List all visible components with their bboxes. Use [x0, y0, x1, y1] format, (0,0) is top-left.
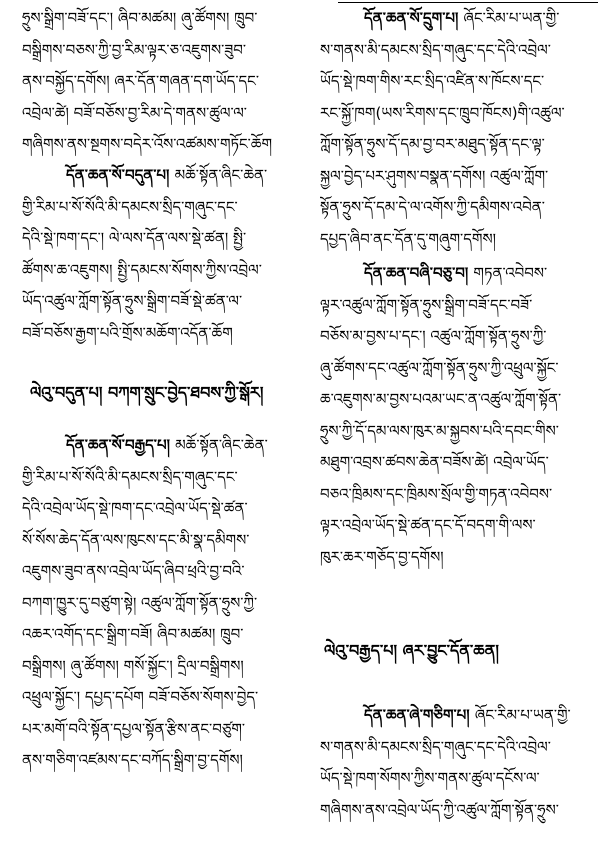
- article-37-line: བཟོ་བཅོས་རྒྱག་པའི་གྲོས་མཆོག་འདོན་ཆོག: [22, 323, 233, 342]
- article-36-line: ས་གནས་མི་དམངས་སྲིད་གཞུང་དང་དེའི་འབྲེལ་: [320, 40, 551, 59]
- article-36-line: དོན་ཆན་སོ་དྲུག་པ། ཞོང་རིམ་པ་ཡན་གྱི་: [364, 9, 560, 27]
- article-38-line: གྱི་རིམ་པ་སོ་སོའི་མི་དམངས་སྲིད་གཞུང་དང་: [22, 467, 238, 486]
- paragraph-line: གཞིགས་ནས་སྔགས་བདེར་འོས་འཚམས་གཏོང་ཆོག: [22, 135, 273, 153]
- article-39-line: ཧྲུས་ཀྱི་དོ་དམ་ལས་ཁུར་མ་སྐྱབས་པའི་དབང་གིས་: [320, 421, 559, 440]
- paragraph-line: བསྒྲིགས་བཅས་ཀྱི་བྱ་རིམ་ལྟར་ཅ་འཇུགས་ཟུབ་: [22, 40, 246, 59]
- article-37-line: དེའི་སྡེ་ཁག་དང་། ལེ་ལས་དོན་ལས་སྡེ་ཚན། སྤྱི་: [22, 229, 247, 247]
- article-39-line: ཆ་འཇུགས་མ་བྱས་པའམ་ཡང་ན་འཚུལ་ཀློག་སྟོན་: [320, 390, 562, 408]
- section-title: དོན་ཆན་བཞི་བཅུ་བ།: [364, 264, 474, 282]
- article-38-line: བཀག་ཁྱུར་དུ་བཙུག་སྟེ། འཚུལ་ཀློག་སྟོན་ཧྲུས་ཀྱི་: [22, 593, 258, 612]
- article-38-line: ནས་གཅིག་འཛམས་དང་བཀོད་སྒྲིག་བྱ་དགོས།: [22, 751, 243, 769]
- article-37-line: གྱི་རིམ་པ་སོ་སོའི་མི་དམངས་སྲིད་གཞུང་དང་: [22, 197, 238, 216]
- article-41-line: གཞིགས་ནས་འབྲེལ་ཡོད་ཀྱི་འཚུལ་ཀློག་སྟོན་ཧྲུས་: [320, 800, 559, 819]
- article-36-line: དཔྱད་ཞིབ་ནང་དོན་དུ་གཞུག་དགོས།: [320, 229, 496, 248]
- article-36-line: རང་སྐྱོ་ཁག(ཡས་རིགས་དང་ཁྲུབ་ཁོངས)གི་འཚུལ་: [320, 103, 565, 122]
- article-38-line: སོ་སོས་ཆེད་དོན་ལས་ཁུངས་དང་མི་སྣ་དམིགས་: [22, 530, 250, 549]
- article-39-line: མཐུག་འབྲས་ཚབས་ཆེན་བཟོས་ཚེ། འབྲེལ་ཡོད་: [320, 453, 549, 471]
- article-38-line: དོན་ཆན་སོ་བརྒྱད་པ། མཆོ་སྟོན་ཞིང་ཆེན་: [66, 436, 268, 454]
- article-39-line: དོན་ཆན་བཞི་བཅུ་བ། གཏན་འབེབས་: [364, 264, 548, 282]
- article-41-line: ཡོད་སྡེ་ཁག་སོགས་ཀྱིས་གནས་ཚུལ་དངོས་ལ་: [320, 769, 540, 787]
- article-37-line: ཚོགས་ཆ་འཇུགས། སྤྱི་དམངས་སོགས་ཀྱིས་འབྲེལ་: [22, 260, 262, 279]
- article-41-line: ས་གནས་མི་དམངས་སྲིད་གཞུང་དང་དེའི་འབྲེལ་: [320, 737, 551, 756]
- article-36-line: སྐྱལ་བྱེད་པར་ཤུགས་བསྣན་དགོས། འཚུལ་ཀློག་: [320, 166, 549, 185]
- article-39-line: ལྟར་འཚུལ་ཀློག་སྟོན་ཧྲུས་སྒྲིག་བཟོ་དང་བཟོ་: [320, 295, 533, 314]
- article-39-line: ཞུ་ཚོགས་དང་འཚུལ་ཀློག་སྟོན་ཧྲུས་ཀྱི་འཕྲུལ་སྐྱོང་: [320, 358, 559, 377]
- paragraph-line: ཧྲུས་སྒྲིག་བཟོ་དང་། ཞིབ་མཚམ། ཞུ་ཚོགས། ཁྲུབ་: [22, 9, 258, 27]
- article-37-line: ཡོད་འཚུལ་ཀློག་སྟོན་ཧྲུས་སྒྲིག་བཟོ་སྡེ་ཚན་ལ་: [22, 292, 243, 310]
- article-36-line: ཀློག་སྟོན་ཧྲུས་དོ་དམ་བྱ་བར་མཐུད་སྟོན་དང་ལྟ་: [320, 135, 545, 153]
- article-41-line: དོན་ཆན་ཞེ་གཅིག་པ། ཞོང་རིམ་པ་ཡན་གྱི་: [364, 706, 571, 724]
- article-38-line: དེའི་འབྲེལ་ཡོད་སྡེ་ཁག་དང་འབྲེལ་ཡོད་སྡེ་ཚན་: [22, 499, 248, 517]
- section-title: དོན་ཆན་སོ་དྲུག་པ།: [364, 9, 464, 27]
- section-title: དོན་ཆན་ཞེ་གཅིག་པ།: [364, 706, 475, 724]
- paragraph-line: འབྲེལ་ཚེ། བཟོ་བཅོས་བྱ་རིམ་དེ་གནས་ཚུལ་ལ་: [22, 103, 247, 122]
- chapter-heading: ལེའུ་བརྒྱད་པ། ཞར་བྱུང་དོན་ཆན།: [324, 641, 499, 660]
- article-38-line: འཇུགས་ཟུབ་ནས་འབྲེལ་ཡོད་ཞིབ་ཕྲའི་བྱ་བའི་: [22, 562, 245, 580]
- chapter-heading: ལེའུ་བདུན་པ། བཀག་སྲུང་བྱེད་ཐབས་ཀྱི་སྒོར།: [30, 383, 264, 402]
- article-38-line: བསྒྲིགས། ཞུ་ཚོགས། གསོ་སྐྱོང་། དྲིལ་བསྒྲིགས།: [22, 656, 244, 675]
- section-title: དོན་ཆན་སོ་བདུན་པ།: [66, 166, 175, 184]
- article-38-line: འཕྲུལ་སྐྱོང་། དཔྱད་དཔོག བཟོ་བཅོས་སོགས་བྱེད་: [22, 688, 259, 706]
- article-37-line: དོན་ཆན་སོ་བདུན་པ། མཆོ་སྟོན་ཞིང་ཆེན་: [66, 166, 268, 184]
- article-39-line: ཁུར་ཆར་གཅོད་བྱ་དགོས།: [320, 547, 444, 566]
- article-39-line: ལྟར་འབྲེལ་ཡོད་སྡེ་ཚན་དང་དོ་བདག་གི་ལས་: [320, 516, 536, 534]
- article-38-line: འཆར་འགོད་དང་སྒྲིག་བཟོ། ཞིབ་མཚམ། ཁྲུབ་: [22, 625, 244, 643]
- article-39-line: བཅོས་མ་བྱས་པ་དང་། འཚུལ་ཀློག་སྟོན་ཧྲུས་ཀྱི་: [320, 327, 547, 345]
- article-39-line: བཅའ་ཁྲིམས་དང་ཁྲིམས་སྲོལ་གྱི་གཏན་འབེབས་: [320, 484, 553, 503]
- section-title: དོན་ཆན་སོ་བརྒྱད་པ།: [66, 436, 176, 454]
- article-36-line: ཡོད་སྡེ་ཁག་གིས་རང་སྲིད་འཛིན་ས་ཁོངས་དང་: [320, 72, 545, 90]
- article-36-line: སྟོན་ཧྲུས་དོ་དམ་དེ་ལ་འགོས་ཀྱི་དམིགས་འབེན་: [320, 198, 545, 216]
- paragraph-line: ནས་བསྐྱོད་དགོས། ཞར་དོན་གཞན་དག་ཡོད་དང་: [22, 72, 259, 90]
- article-38-line: པར་མགོ་བའི་སྟོན་དཔྱལ་སྟོན་རྩིས་ནང་བཙུག་: [22, 719, 246, 738]
